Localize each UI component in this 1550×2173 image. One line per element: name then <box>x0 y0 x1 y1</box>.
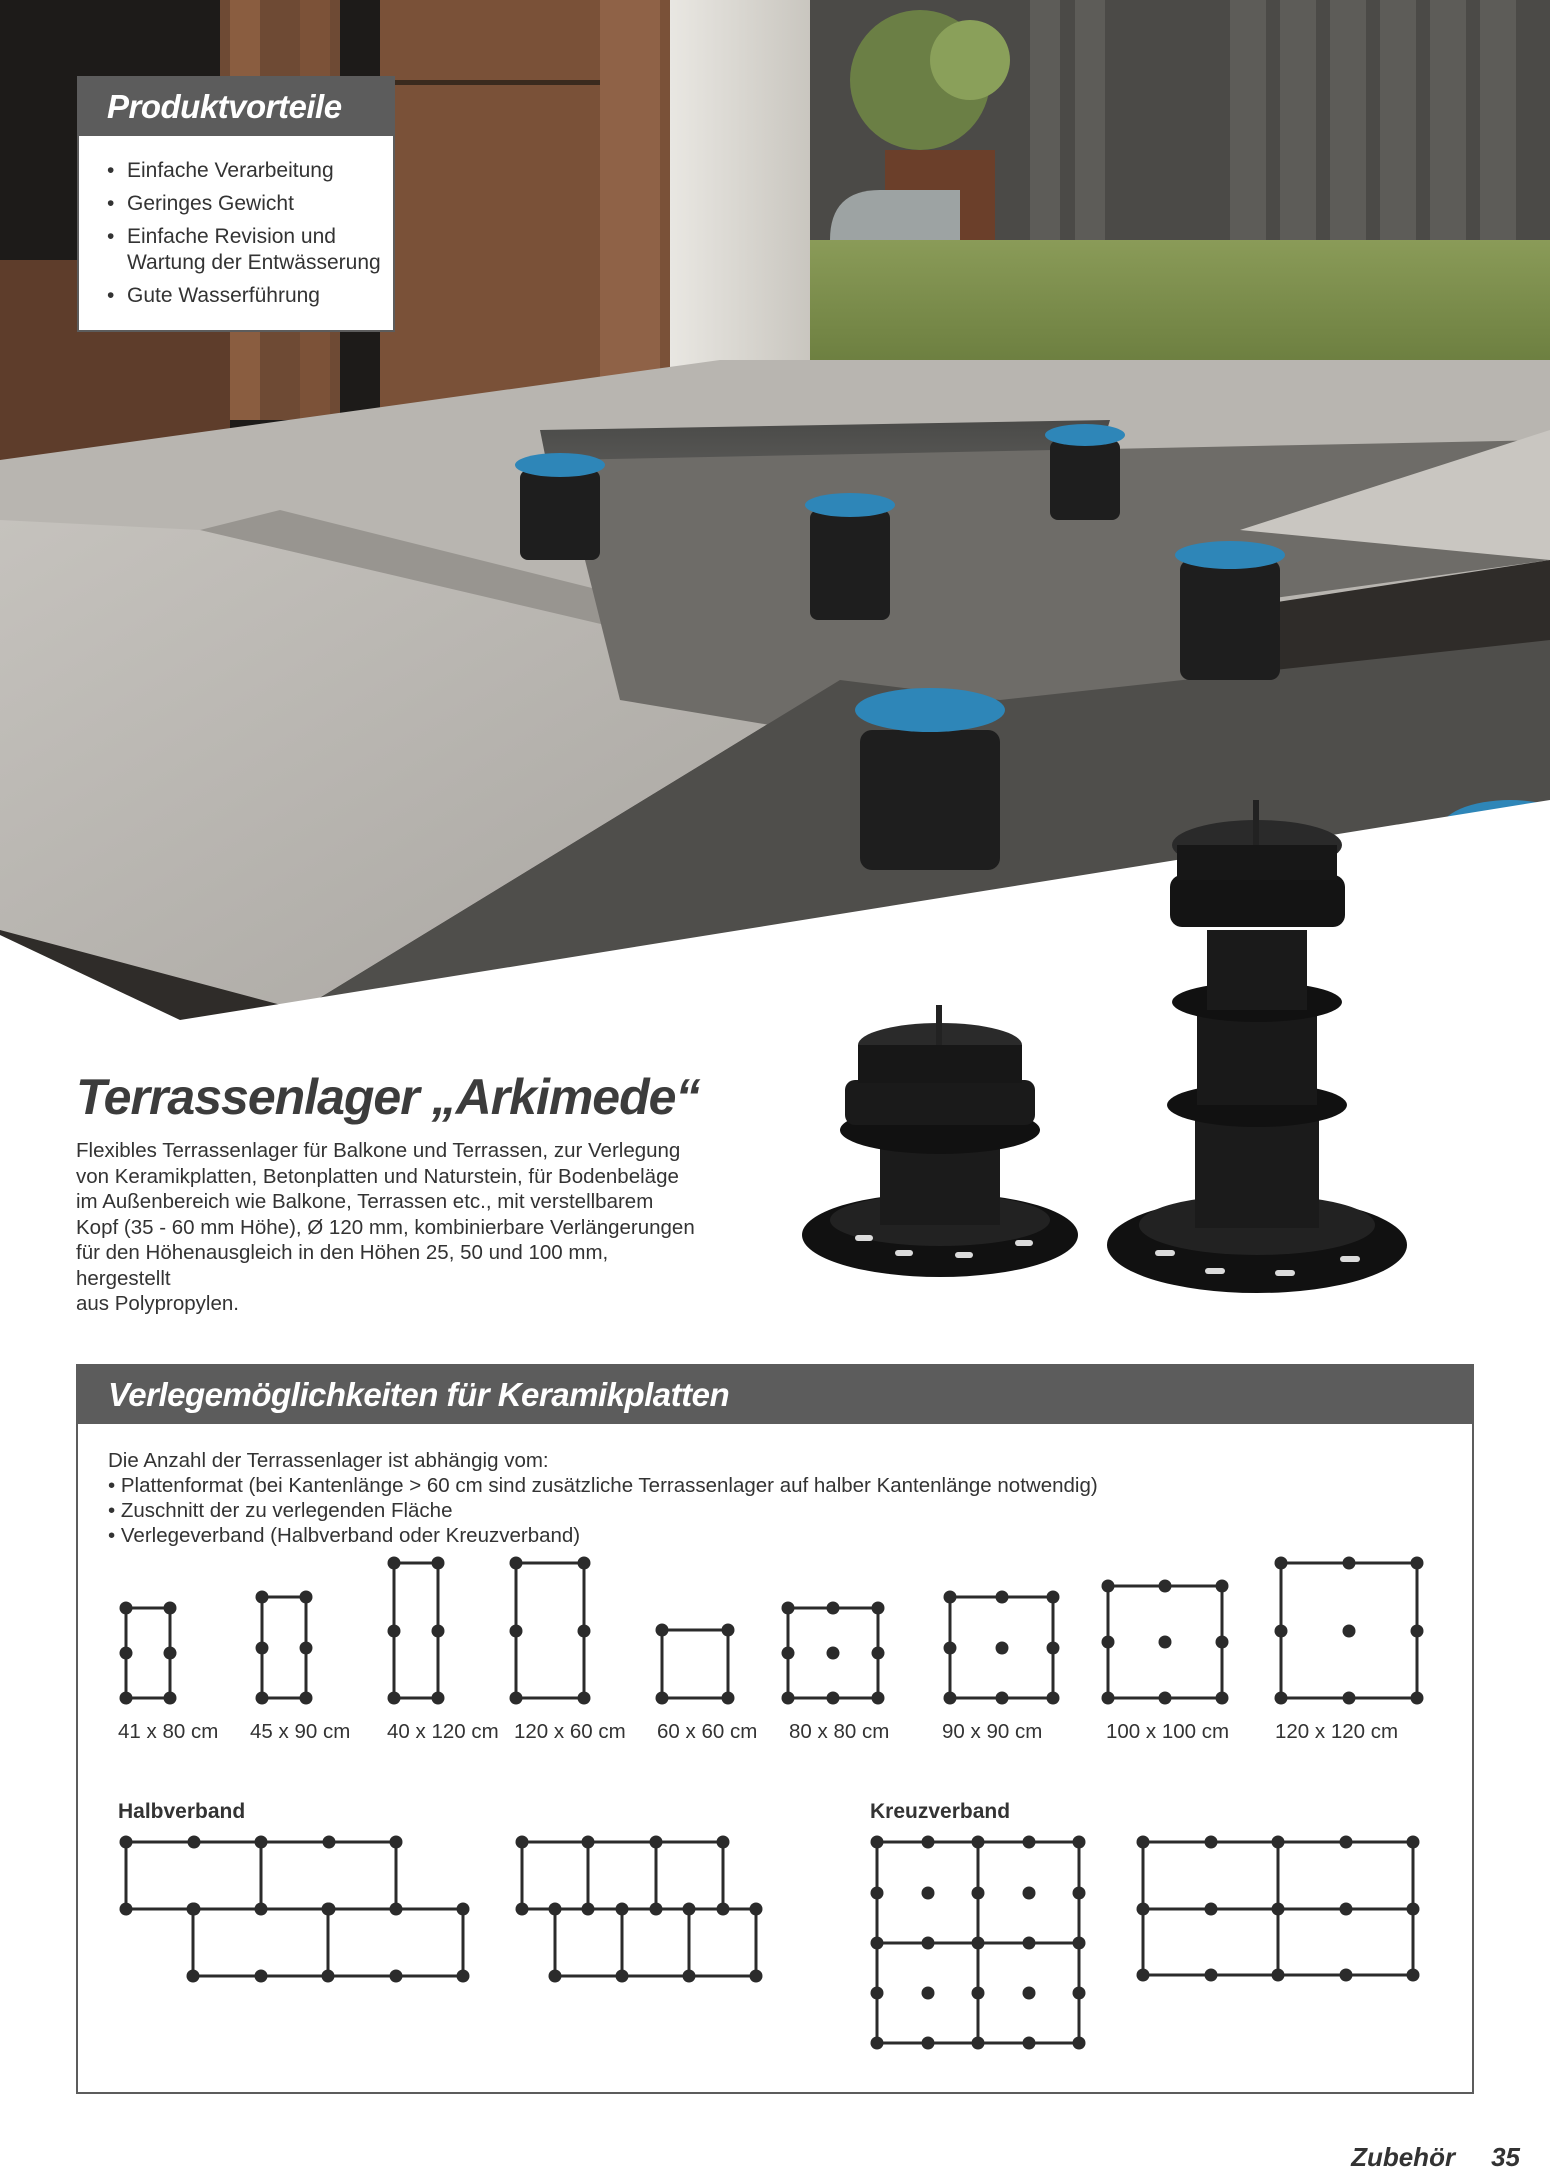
intro-line: • Plattenformat (bei Kantenlänge > 60 cm sind zusätzliche Terrassenlager auf halber Kantenlänge notwendig) <box>108 1474 1098 1497</box>
advantages-box <box>77 76 395 332</box>
size-label: 90 x 90 cm <box>942 1720 1043 1743</box>
description-line: von Keramikplatten, Betonplatten und Naturstein, für Bodenbeläge <box>76 1164 679 1188</box>
size-label: 45 x 90 cm <box>250 1720 351 1743</box>
advantage-item-line: Wartung der Entwässerung <box>127 251 381 274</box>
description-line: aus Polypropylen. <box>76 1292 239 1315</box>
product-description <box>76 1138 696 1317</box>
halbverband-label: Halbverband <box>118 1800 246 1823</box>
intro-line: Die Anzahl der Terrassenlager ist abhängig vom: <box>108 1449 549 1472</box>
product-title: Terrassenlager „Arkimede“ <box>76 1069 700 1125</box>
size-label: 100 x 100 cm <box>1106 1720 1230 1743</box>
advantage-item <box>107 224 381 276</box>
size-label: 80 x 80 cm <box>789 1720 890 1743</box>
size-label: 40 x 120 cm <box>387 1720 499 1743</box>
intro-line: • Verlegeverband (Halbverband oder Kreuzverband) <box>108 1524 581 1547</box>
advantage-item-line: Einfache Revision und <box>127 225 336 248</box>
page-number: 35 <box>1491 2142 1520 2172</box>
size-label: 120 x 120 cm <box>1275 1720 1399 1743</box>
advantage-item: • Einfache Verarbeitung <box>107 158 381 184</box>
size-label: 60 x 60 cm <box>657 1720 758 1743</box>
size-label: 41 x 80 cm <box>118 1720 219 1743</box>
advantages-title: Produktvorteile <box>79 78 393 136</box>
advantage-item: • Geringes Gewicht <box>107 191 381 217</box>
pedestal-product-image <box>795 780 1445 1320</box>
description-line: Flexibles Terrassenlager für Balkone und Terrassen, zur Verlegung <box>76 1139 681 1162</box>
description-line: im Außenbereich wie Balkone, Terrassen etc., mit verstellbarem <box>76 1190 654 1213</box>
description-line: Kopf (35 - 60 mm Höhe), Ø 120 mm, kombinierbare Verlängerungen <box>76 1215 695 1239</box>
advantage-item: • Gute Wasserführung <box>107 283 381 309</box>
page-footer <box>1351 2142 1520 2173</box>
footer-section: Zubehör <box>1351 2142 1456 2172</box>
description-line: für den Höhenausgleich in den Höhen 25, 50 und 100 mm, hergestellt <box>76 1241 609 1290</box>
layout-intro <box>108 1448 1098 1548</box>
intro-line: • Zuschnitt der zu verlegenden Fläche <box>108 1499 453 1522</box>
layout-options-title: Verlegemöglichkeiten für Keramikplatten <box>78 1366 1472 1424</box>
size-label: 120 x 60 cm <box>514 1720 626 1743</box>
advantages-list <box>79 136 393 309</box>
kreuzverband-label: Kreuzverband <box>870 1800 1011 1823</box>
